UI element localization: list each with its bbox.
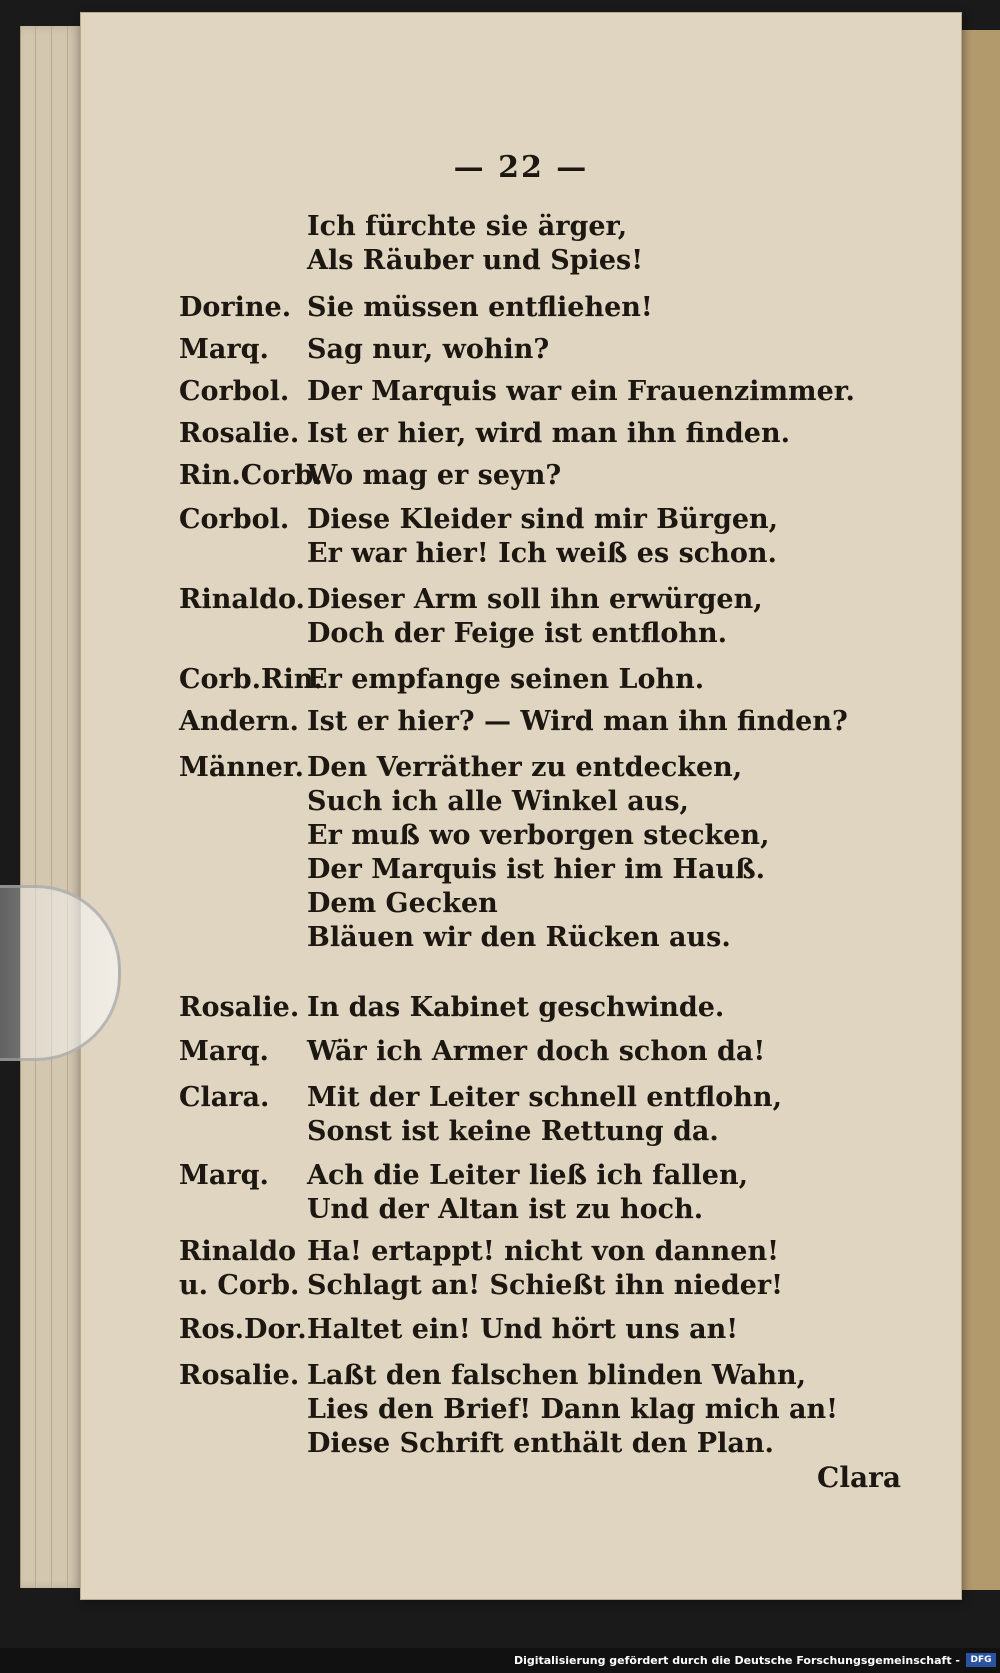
entry: [179, 1269, 783, 1303]
verse-line: Ach die Leiter ließ ich fallen,: [307, 1160, 748, 1191]
entry: [179, 1159, 748, 1227]
speaker: Ros.Dor.: [179, 1314, 307, 1345]
verse-line: Laßt den falschen blinden Wahn,: [307, 1360, 807, 1391]
catchword: Clara: [817, 1461, 901, 1494]
entry: [179, 1313, 738, 1347]
entry: [179, 663, 704, 697]
speaker: Marq.: [179, 1160, 269, 1191]
verse-line: Bläuen wir den Rücken aus.: [307, 922, 731, 953]
dfg-logo: DFG: [966, 1653, 996, 1667]
verse-line: Den Verräther zu entdecken,: [307, 752, 743, 783]
entry: [179, 583, 763, 651]
verse-line: Diese Schrift enthält den Plan.: [307, 1428, 774, 1459]
footer-credit: Digitalisierung gefördert durch die Deutsche Forschungsgemeinschaft -: [0, 1648, 1000, 1673]
verse-line: Dieser Arm soll ihn erwürgen,: [307, 584, 763, 615]
verse-line: Haltet ein! Und hört uns an!: [307, 1314, 739, 1345]
speaker: Männer.: [179, 752, 304, 783]
verse-line: Er empfange seinen Lohn.: [307, 664, 705, 695]
speaker: Corb.Rin.: [179, 664, 323, 695]
book-page: [80, 12, 962, 1600]
verse-line: Ist er hier, wird man ihn finden.: [307, 418, 790, 449]
verse-line: Sag nur, wohin?: [307, 334, 550, 365]
entry: [179, 333, 549, 367]
speaker: Rosalie.: [179, 418, 300, 449]
speaker: Rinaldo.: [179, 584, 305, 615]
entry: [179, 1081, 782, 1149]
verse-line: Mit der Leiter schnell entflohn,: [307, 1082, 782, 1113]
speaker: Rosalie.: [179, 992, 300, 1023]
speaker: Marq.: [179, 1036, 269, 1067]
verse-line: In das Kabinet geschwinde.: [307, 992, 725, 1023]
verse-line: Schlagt an! Schießt ihn nieder!: [307, 1270, 783, 1301]
entry: [179, 210, 643, 278]
entry: [179, 503, 778, 571]
page-number: — 22 —: [453, 150, 589, 185]
speaker: Dorine.: [179, 292, 292, 323]
verse-line: Lies den Brief! Dann klag mich an!: [307, 1394, 839, 1425]
verse-line: Such ich alle Winkel aus,: [307, 786, 689, 817]
entry: [179, 705, 848, 739]
verse-line: Diese Kleider sind mir Bürgen,: [307, 504, 779, 535]
page-edges: [20, 26, 81, 1588]
speaker: Rosalie.: [179, 1360, 300, 1391]
verse-line: Er muß wo verborgen stecken,: [307, 820, 770, 851]
entry: [179, 1359, 838, 1461]
speaker: u. Corb.: [179, 1270, 300, 1301]
verse-line: Und der Altan ist zu hoch.: [307, 1194, 704, 1225]
speaker: Corbol.: [179, 376, 290, 407]
entry: [179, 1235, 779, 1269]
verse-line: Er war hier! Ich weiß es schon.: [307, 538, 777, 569]
verse-line: Ha! ertappt! nicht von dannen!: [307, 1236, 779, 1267]
page-text: [81, 13, 961, 1599]
verse-line: Ist er hier? — Wird man ihn finden?: [307, 706, 848, 737]
verse-line: Wär ich Armer doch schon da!: [307, 1036, 766, 1067]
verse-line: Als Räuber und Spies!: [307, 245, 644, 276]
entry: [179, 417, 790, 451]
speaker: Corbol.: [179, 504, 290, 535]
verse-line: Ich fürchte sie ärger,: [307, 211, 628, 242]
speaker: Marq.: [179, 334, 269, 365]
facing-page-edge: [960, 30, 1000, 1590]
verse-line: Der Marquis ist hier im Hauß.: [307, 854, 765, 885]
entry: [179, 991, 724, 1025]
verse-line: Wo mag er seyn?: [307, 460, 562, 491]
entry: [179, 751, 769, 955]
speaker: Andern.: [179, 706, 299, 737]
speaker: Rinaldo: [179, 1236, 296, 1267]
entry: [179, 459, 561, 493]
entry: [179, 291, 653, 325]
verse-line: Sie müssen entfliehen!: [307, 292, 653, 323]
verse-line: Sonst ist keine Rettung da.: [307, 1116, 719, 1147]
verse-line: Doch der Feige ist entflohn.: [307, 618, 728, 649]
verse-line: Dem Gecken: [307, 888, 498, 919]
speaker: Clara.: [179, 1082, 270, 1113]
speaker: Rin.Corb.: [179, 460, 323, 491]
entry: [179, 1035, 765, 1069]
verse-line: Der Marquis war ein Frauenzimmer.: [307, 376, 855, 407]
entry: [179, 375, 855, 409]
